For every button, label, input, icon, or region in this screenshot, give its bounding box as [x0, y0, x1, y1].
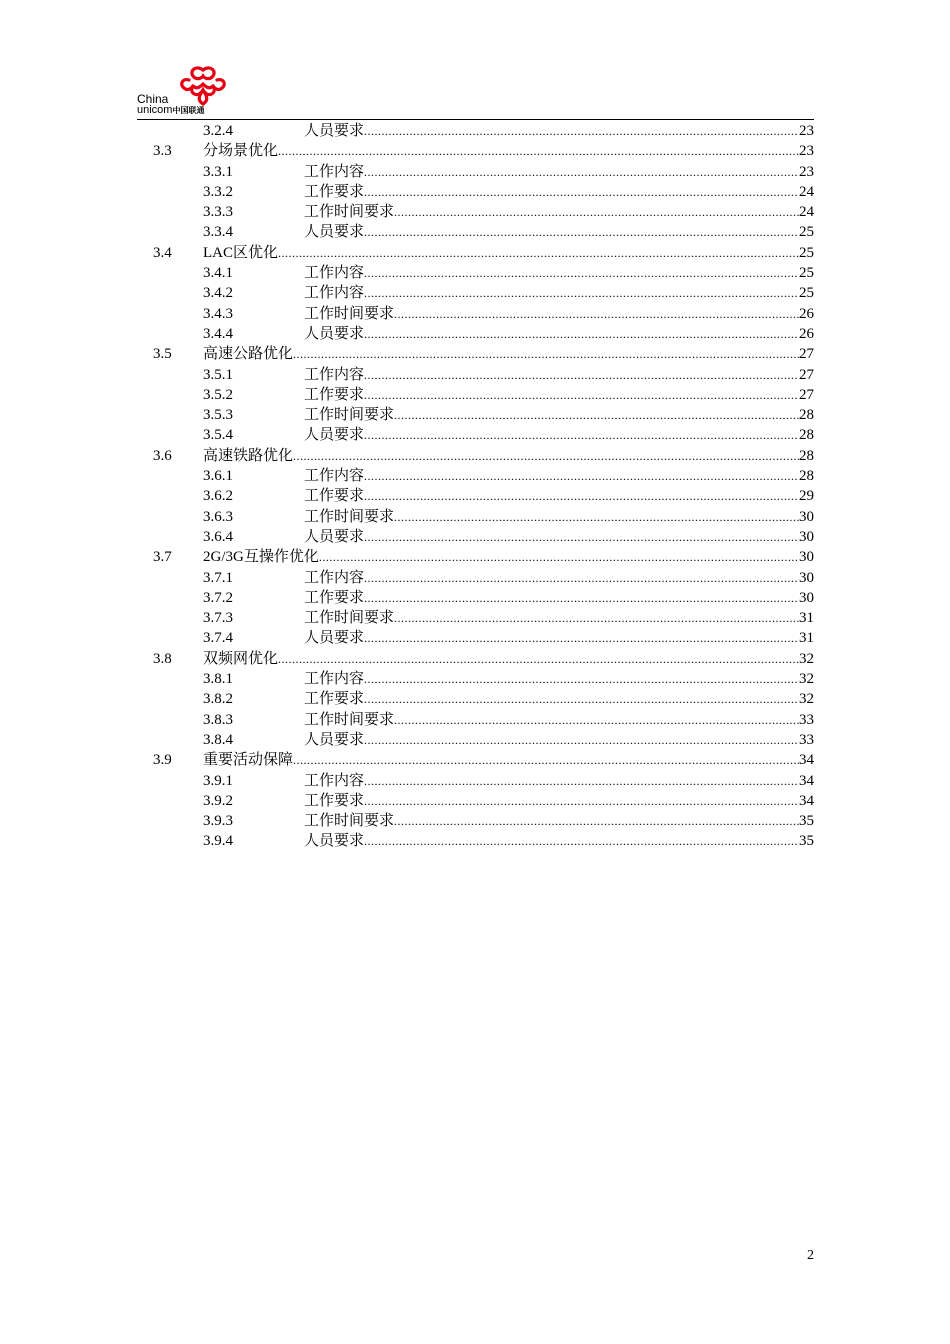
toc-entry-title: 工作内容: [304, 468, 365, 485]
toc-entry-page: 28: [799, 468, 814, 485]
toc-entry-line: [304, 365, 814, 385]
toc-entry-line: [203, 750, 814, 770]
toc-entry[interactable]: [140, 811, 814, 831]
toc-entry-number: 3.8.3: [203, 711, 233, 728]
toc-dot-leader: [364, 263, 799, 283]
toc-entry[interactable]: [140, 425, 814, 445]
toc-entry-number: 3.9.4: [203, 833, 233, 850]
toc-entry-number: 3.7.3: [203, 610, 233, 627]
toc-entry-title: 高速公路优化: [203, 346, 294, 363]
toc-entry-line: [304, 263, 814, 283]
toc-entry-title: 工作内容: [304, 671, 365, 688]
toc-entry-page: 23: [799, 143, 814, 160]
toc-entry-title: 工作要求: [304, 488, 365, 505]
toc-entry-title: 工作内容: [304, 366, 365, 383]
toc-entry-number: 3.4.3: [203, 305, 233, 322]
toc-dot-leader: [278, 141, 799, 161]
toc-entry-line: [304, 283, 814, 303]
toc-entry[interactable]: [140, 628, 814, 648]
toc-entry[interactable]: [140, 771, 814, 791]
toc-entry[interactable]: [140, 283, 814, 303]
toc-entry-line: [304, 222, 814, 242]
toc-entry-title: 工作时间要求: [304, 813, 395, 830]
toc-entry[interactable]: [140, 344, 814, 364]
toc-entry-page: 30: [799, 589, 814, 606]
toc-dot-leader: [394, 202, 799, 222]
toc-entry-title: 工作内容: [304, 569, 365, 586]
toc-entry[interactable]: [140, 182, 814, 202]
toc-dot-leader: [364, 324, 799, 344]
toc-entry-number: 3.4.2: [203, 285, 233, 302]
toc-dot-leader: [394, 811, 799, 831]
toc-entry-line: [304, 304, 814, 324]
toc-entry-title: 人员要求: [304, 123, 365, 139]
toc-entry-page: 34: [799, 752, 814, 769]
toc-entry-page: 32: [799, 650, 814, 667]
toc-entry-title: 工作时间要求: [304, 711, 395, 728]
toc-dot-leader: [293, 446, 799, 466]
toc-entry[interactable]: [140, 243, 814, 263]
toc-entry-line: [203, 446, 814, 466]
toc-entry-page: 28: [799, 447, 814, 464]
toc-dot-leader: [293, 344, 799, 364]
toc-dot-leader: [394, 507, 799, 527]
toc-entry[interactable]: [140, 466, 814, 486]
toc-entry-number: 3.3.3: [203, 204, 233, 221]
toc-entry[interactable]: [140, 669, 814, 689]
toc-entry-line: [304, 588, 814, 608]
toc-entry[interactable]: [140, 121, 814, 141]
toc-entry-line: [203, 141, 814, 161]
toc-dot-leader: [319, 547, 799, 567]
toc-entry-number: 3.2.4: [203, 123, 233, 139]
toc-entry-page: 30: [799, 508, 814, 525]
toc-entry-title: 人员要求: [304, 731, 365, 748]
toc-entry-number: 3.3.1: [203, 163, 233, 180]
toc-entry-page: 23: [799, 123, 814, 139]
toc-entry-page: 26: [799, 305, 814, 322]
logo-text-line2: [137, 105, 204, 116]
toc-entry[interactable]: [140, 527, 814, 547]
toc-entry[interactable]: [140, 324, 814, 344]
toc-entry-title: 2G/3G互操作优化: [203, 549, 319, 566]
toc-entry-line: [304, 568, 814, 588]
toc-entry-number: 3.4: [153, 244, 172, 261]
toc-entry[interactable]: [140, 202, 814, 222]
toc-entry-number: 3.6.4: [203, 528, 233, 545]
toc-dot-leader: [394, 608, 799, 628]
toc-entry-line: [304, 527, 814, 547]
toc-entry-title: 工作要求: [304, 792, 365, 809]
toc-entry[interactable]: [140, 365, 814, 385]
toc-entry-number: 3.5.3: [203, 407, 233, 424]
toc-entry[interactable]: [140, 710, 814, 730]
toc-entry-line: [203, 243, 814, 263]
toc-entry-line: [203, 649, 814, 669]
toc-entry[interactable]: [140, 608, 814, 628]
toc-entry[interactable]: [140, 222, 814, 242]
toc-entry-line: [304, 405, 814, 425]
toc-dot-leader: [364, 486, 799, 506]
toc-entry-title: 人员要求: [304, 224, 365, 241]
toc-entry-page: 32: [799, 671, 814, 688]
header-rule: [137, 119, 814, 120]
toc-entry-number: 3.7: [153, 549, 172, 566]
table-of-contents: [140, 121, 814, 852]
toc-entry[interactable]: [140, 750, 814, 770]
toc-entry-page: 24: [799, 204, 814, 221]
toc-entry-line: [304, 791, 814, 811]
toc-entry-number: 3.6: [153, 447, 172, 464]
toc-entry-number: 3.5: [153, 346, 172, 363]
toc-entry-page: 30: [799, 528, 814, 545]
toc-entry-number: 3.8.1: [203, 671, 233, 688]
toc-dot-leader: [278, 649, 799, 669]
toc-entry[interactable]: [140, 649, 814, 669]
toc-entry-number: 3.3: [153, 143, 172, 160]
toc-dot-leader: [364, 121, 799, 141]
toc-dot-leader: [364, 568, 799, 588]
toc-entry-line: [304, 425, 814, 445]
toc-entry-page: 30: [799, 549, 814, 566]
toc-entry[interactable]: [140, 385, 814, 405]
toc-entry-title: 工作时间要求: [304, 407, 395, 424]
toc-entry-number: 3.6.3: [203, 508, 233, 525]
toc-entry-number: 3.7.1: [203, 569, 233, 586]
toc-entry[interactable]: [140, 304, 814, 324]
toc-entry-number: 3.3.2: [203, 183, 233, 200]
toc-entry-line: [304, 811, 814, 831]
toc-entry-title: 工作内容: [304, 265, 365, 282]
toc-entry-page: 35: [799, 813, 814, 830]
toc-entry[interactable]: [140, 405, 814, 425]
toc-dot-leader: [364, 425, 799, 445]
toc-entry[interactable]: [140, 689, 814, 709]
toc-entry-title: 工作要求: [304, 386, 365, 403]
toc-entry[interactable]: [140, 507, 814, 527]
toc-entry-title: 工作时间要求: [304, 508, 395, 525]
toc-dot-leader: [364, 689, 799, 709]
toc-entry-line: [304, 182, 814, 202]
toc-entry-line: [304, 730, 814, 750]
toc-entry-page: 32: [799, 691, 814, 708]
toc-entry-line: [304, 771, 814, 791]
toc-entry-number: 3.8.4: [203, 731, 233, 748]
toc-entry[interactable]: [140, 162, 814, 182]
toc-entry-title: 人员要求: [304, 325, 365, 342]
toc-dot-leader: [364, 466, 799, 486]
toc-entry-line: [203, 344, 814, 364]
toc-entry-number: 3.3.4: [203, 224, 233, 241]
toc-entry-page: 34: [799, 772, 814, 789]
toc-entry-page: 33: [799, 711, 814, 728]
toc-entry-title: 人员要求: [304, 833, 365, 850]
toc-entry-number: 3.9.1: [203, 772, 233, 789]
toc-entry[interactable]: [140, 588, 814, 608]
toc-entry-title: 工作内容: [304, 772, 365, 789]
toc-entry-line: [304, 710, 814, 730]
toc-dot-leader: [364, 222, 799, 242]
toc-dot-leader: [364, 162, 799, 182]
toc-entry[interactable]: [140, 486, 814, 506]
toc-entry-page: 33: [799, 731, 814, 748]
toc-entry-number: 3.7.2: [203, 589, 233, 606]
toc-entry-number: 3.6.1: [203, 468, 233, 485]
logo-text-cn: 中国联通: [172, 106, 205, 115]
toc-entry-line: [304, 689, 814, 709]
toc-entry-title: 重要活动保障: [203, 752, 294, 769]
toc-dot-leader: [364, 730, 799, 750]
toc-entry-page: 26: [799, 325, 814, 342]
toc-entry-page: 31: [799, 630, 814, 647]
toc-entry-title: 工作时间要求: [304, 610, 395, 627]
toc-entry-line: [304, 628, 814, 648]
toc-entry-number: 3.4.1: [203, 265, 233, 282]
toc-entry-title: 人员要求: [304, 630, 365, 647]
toc-entry[interactable]: [140, 446, 814, 466]
toc-entry-number: 3.6.2: [203, 488, 233, 505]
toc-entry[interactable]: [140, 141, 814, 161]
toc-entry-title: 工作内容: [304, 163, 365, 180]
toc-dot-leader: [364, 791, 799, 811]
toc-entry-line: [304, 507, 814, 527]
toc-entry-number: 3.5.1: [203, 366, 233, 383]
toc-entry-title: 双频网优化: [203, 650, 279, 667]
page-header: [137, 66, 814, 120]
logo-text-line1: China: [137, 92, 169, 106]
toc-entry-page: 23: [799, 163, 814, 180]
toc-entry-line: [203, 547, 814, 567]
toc-entry-title: 工作要求: [304, 691, 365, 708]
toc-entry-page: 27: [799, 366, 814, 383]
toc-entry-number: 3.5.4: [203, 427, 233, 444]
toc-entry-line: [304, 466, 814, 486]
toc-dot-leader: [364, 527, 799, 547]
toc-dot-leader: [364, 283, 799, 303]
toc-entry-page: 25: [799, 285, 814, 302]
toc-entry-number: 3.7.4: [203, 630, 233, 647]
toc-entry-line: [304, 608, 814, 628]
toc-entry[interactable]: [140, 831, 814, 851]
toc-entry-page: 34: [799, 792, 814, 809]
toc-dot-leader: [364, 365, 799, 385]
toc-entry-page: 29: [799, 488, 814, 505]
toc-entry-title: 工作时间要求: [304, 305, 395, 322]
toc-entry[interactable]: [140, 791, 814, 811]
logo-text-unicom: unicom: [137, 104, 173, 116]
toc-entry-line: [304, 486, 814, 506]
company-logo-text: [137, 94, 204, 116]
toc-entry-page: 30: [799, 569, 814, 586]
toc-entry-line: [304, 121, 814, 141]
toc-entry-page: 28: [799, 427, 814, 444]
toc-entry-page: 25: [799, 265, 814, 282]
toc-entry-page: 27: [799, 386, 814, 403]
toc-entry-line: [304, 669, 814, 689]
toc-dot-leader: [364, 385, 799, 405]
toc-entry-title: 工作时间要求: [304, 204, 395, 221]
toc-entry[interactable]: [140, 730, 814, 750]
toc-entry-title: 分场景优化: [203, 143, 279, 160]
toc-entry-number: 3.4.4: [203, 325, 233, 342]
toc-entry-number: 3.8: [153, 650, 172, 667]
toc-dot-leader: [394, 405, 799, 425]
toc-entry-page: 24: [799, 183, 814, 200]
toc-entry-page: 27: [799, 346, 814, 363]
toc-dot-leader: [364, 831, 799, 851]
toc-dot-leader: [364, 588, 799, 608]
toc-entry-title: 人员要求: [304, 427, 365, 444]
toc-entry-number: 3.9: [153, 752, 172, 769]
toc-dot-leader: [364, 771, 799, 791]
toc-entry-line: [304, 831, 814, 851]
toc-entry-line: [304, 324, 814, 344]
toc-entry-title: 工作要求: [304, 589, 365, 606]
toc-entry-page: 25: [799, 244, 814, 261]
toc-entry-line: [304, 202, 814, 222]
toc-entry[interactable]: [140, 263, 814, 283]
toc-entry-title: 工作要求: [304, 183, 365, 200]
toc-entry-title: 工作内容: [304, 285, 365, 302]
toc-dot-leader: [394, 710, 799, 730]
toc-entry-page: 28: [799, 407, 814, 424]
toc-entry-page: 35: [799, 833, 814, 850]
toc-dot-leader: [364, 669, 799, 689]
toc-entry-number: 3.5.2: [203, 386, 233, 403]
toc-entry-number: 3.9.2: [203, 792, 233, 809]
toc-entry-page: 31: [799, 610, 814, 627]
toc-entry-number: 3.8.2: [203, 691, 233, 708]
toc-dot-leader: [278, 243, 799, 263]
toc-dot-leader: [293, 750, 799, 770]
toc-entry-title: 高速铁路优化: [203, 447, 294, 464]
toc-entry[interactable]: [140, 568, 814, 588]
toc-entry-line: [304, 162, 814, 182]
toc-entry-page: 25: [799, 224, 814, 241]
toc-entry-title: LAC区优化: [203, 244, 279, 261]
toc-entry-title: 人员要求: [304, 528, 365, 545]
toc-dot-leader: [394, 304, 799, 324]
page-number: 2: [807, 1248, 814, 1263]
toc-entry-number: 3.9.3: [203, 813, 233, 830]
toc-dot-leader: [364, 628, 799, 648]
toc-entry[interactable]: [140, 547, 814, 567]
toc-dot-leader: [364, 182, 799, 202]
toc-entry-line: [304, 385, 814, 405]
